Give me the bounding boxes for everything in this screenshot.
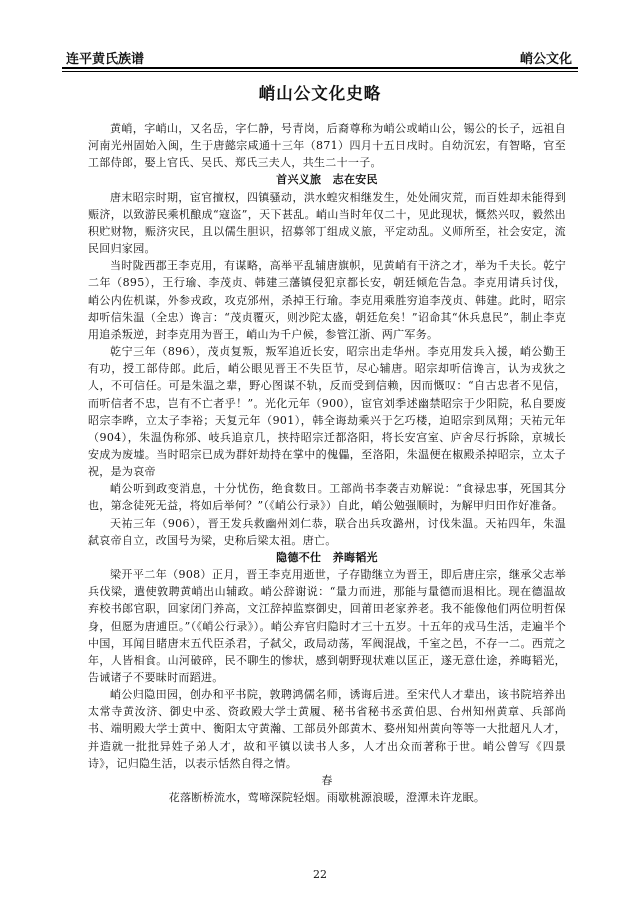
page-title: 峭山公文化史略 [258, 84, 382, 103]
paragraph: 当时陇西郡王李克用，有谋略，高举平乱辅唐旗帜，见黄峭有干济之才，举为千夫长。乾宁二年（895），王行瑜、李茂贞、韩建三藩镇侵犯京都长安，朝廷倾危告急。李克用请兵讨伐，峭公内佐机谋，外参戎政，攻克邠州，杀掉王行瑜。李克用乘胜穷追李茂贞、韩建。此时，昭宗却听信朱温（全忠）谗言：“茂贞覆灭，则沙陀太盛，朝廷危矣！”诏命其“休兵息民”，制止李克用追杀叛逆，封李克用为晋王，峭山为千户候，参管江浙、两广军务。 [88, 259, 566, 341]
paragraph: 峭公听到政变消息，十分忧伤，绝食数日。工部尚书李袭吉劝解说：“食禄忠事，死国其分也，第念徒死无益，将如后举何？”（《峭公行录》）自此，峭公勉强顺时，为解甲归田作好准备。 [88, 482, 566, 513]
header-left-text: 连平黄氏族谱 [66, 52, 145, 67]
section-heading: 隐德不仕 养晦韬光 [276, 550, 378, 564]
page-number: 22 [313, 868, 327, 881]
paragraph: 唐末昭宗时期，宦官擅权，四镇骚动，洪水蝗灾相继发生，处处闹灾荒，而百姓却未能得到赈济，以致游民乘机酿成“寇盗”，天下甚乱。峭山当时年仅二十，见此现状，慨然兴叹，毅然出积贮财物，赈济灾民，且以儒生胆识，招募邻丁组成义旅，平定动乱。义师所至，社会安定，流民回归家园。 [88, 190, 566, 256]
section-heading: 首兴义旅 志在安民 [276, 173, 378, 187]
running-header [62, 48, 578, 68]
paragraph: 峭公归隐田园，创办和平书院，敦聘鸿儒名师，诱诲后进。至宋代人才辈出，该书院培养出太常寺黄汝济、御史中丞、资政殿大学士黄履、秘书省秘书丞黄伯思、台州知州黄章、兵部尚书、端明殿大学士黄中、衡阳太守黄瀚、工部员外郎黄木、婺州知州黄向等等一大批超凡人才，并造就一批批异姓子弟人才，故和平镇以读书人多，人才出众而著称于世。峭公曾写《四景诗》，记归隐生活，以表示恬然自得之情。 [88, 688, 566, 770]
article-body [88, 120, 566, 806]
poem-line: 花落断桥流水，莺啼深院轻烟。雨歇桃源浪暖，澄潭未许龙眠。 [168, 791, 486, 805]
header-rule-thin [62, 71, 578, 72]
paragraph: 天祐三年（906），晋王发兵救幽州刘仁恭，联合出兵攻潞州，讨伐朱温。天祐四年，朱温弑哀帝自立，改国号为梁，史称后梁太祖。唐亡。 [88, 516, 566, 547]
paragraph: 乾宁三年（896），茂贞复叛，叛军追近长安，昭宗出走华州。李克用发兵入援，峭公勤王有功，授工部侍郎。此后，峭公眼见晋王不失臣节，尽心辅唐。昭宗却听信谗言，认为戎狄之人，不可信任。可是朱温之辈，野心图谋不轨，反而受到信赖，因而慨叹：“自古忠者不见信，而听信者不忠，岂有不亡者乎！”。光化元年（900），宦官刘季述幽禁昭宗于少阳院，私自要废昭宗李晔，立太子李裕；天复元年（901），韩全诲劫乘兴于乞巧楼，迫昭宗到凤翔；天祐元年（904），朱温伪称邠、岐兵追京几，挟持昭宗迁都洛阳，将长安宫室、庐舍尽行拆除，京城长安成为废墟。当时昭宗已成为群奸劫持在掌中的傀儡，至洛阳，朱温便在椒殿杀掉昭宗，立太子祝，是为哀帝 [88, 345, 566, 479]
paragraph: 黄峭，字峭山，又名岳，字仁静，号青岗，后裔尊称为峭公或峭山公，锡公的长子，远祖自河南光州固始入闽，生于唐懿宗咸通十三年（871）四月十五日戌时。自幼沉宏，有智略，官至工部侍郎，娶上官氏、吴氏、郑氏三夫人，共生二十一子。 [88, 122, 566, 170]
header-rule-thick [62, 67, 578, 69]
poem-title: 春 [321, 773, 333, 787]
paragraph: 梁开平二年（908）正月，晋王李克用逝世，子存勖继立为晋王，即后唐庄宗，继承父志举兵伐梁，遣使敦聘黄峭出山辅政。峭公辞谢说：“量力而进，那能与量德而退相比。现在德温故弃校书郎官职，回家闭门养高，文江辞掉监察御史，回莆田老家养老。我不能像他们两位明哲保身，但愿为唐逋臣。”（《峭公行录》）。峭公弃官归隐时才三十五岁。十五年的戎马生活，走遍半个中国，耳闻目睹唐末五代臣杀君，子弑父，政局动荡，军阀混战，千室之邑，不存一二。西荒之年，人皆相食。山河破碎，民不聊生的惨状，感到朝野现状难以匡正，遂无意仕途，养晦韬光，告诫诸子不要昧时而蹈进。 [88, 568, 566, 684]
header-right-text: 峭公文化 [519, 52, 572, 67]
